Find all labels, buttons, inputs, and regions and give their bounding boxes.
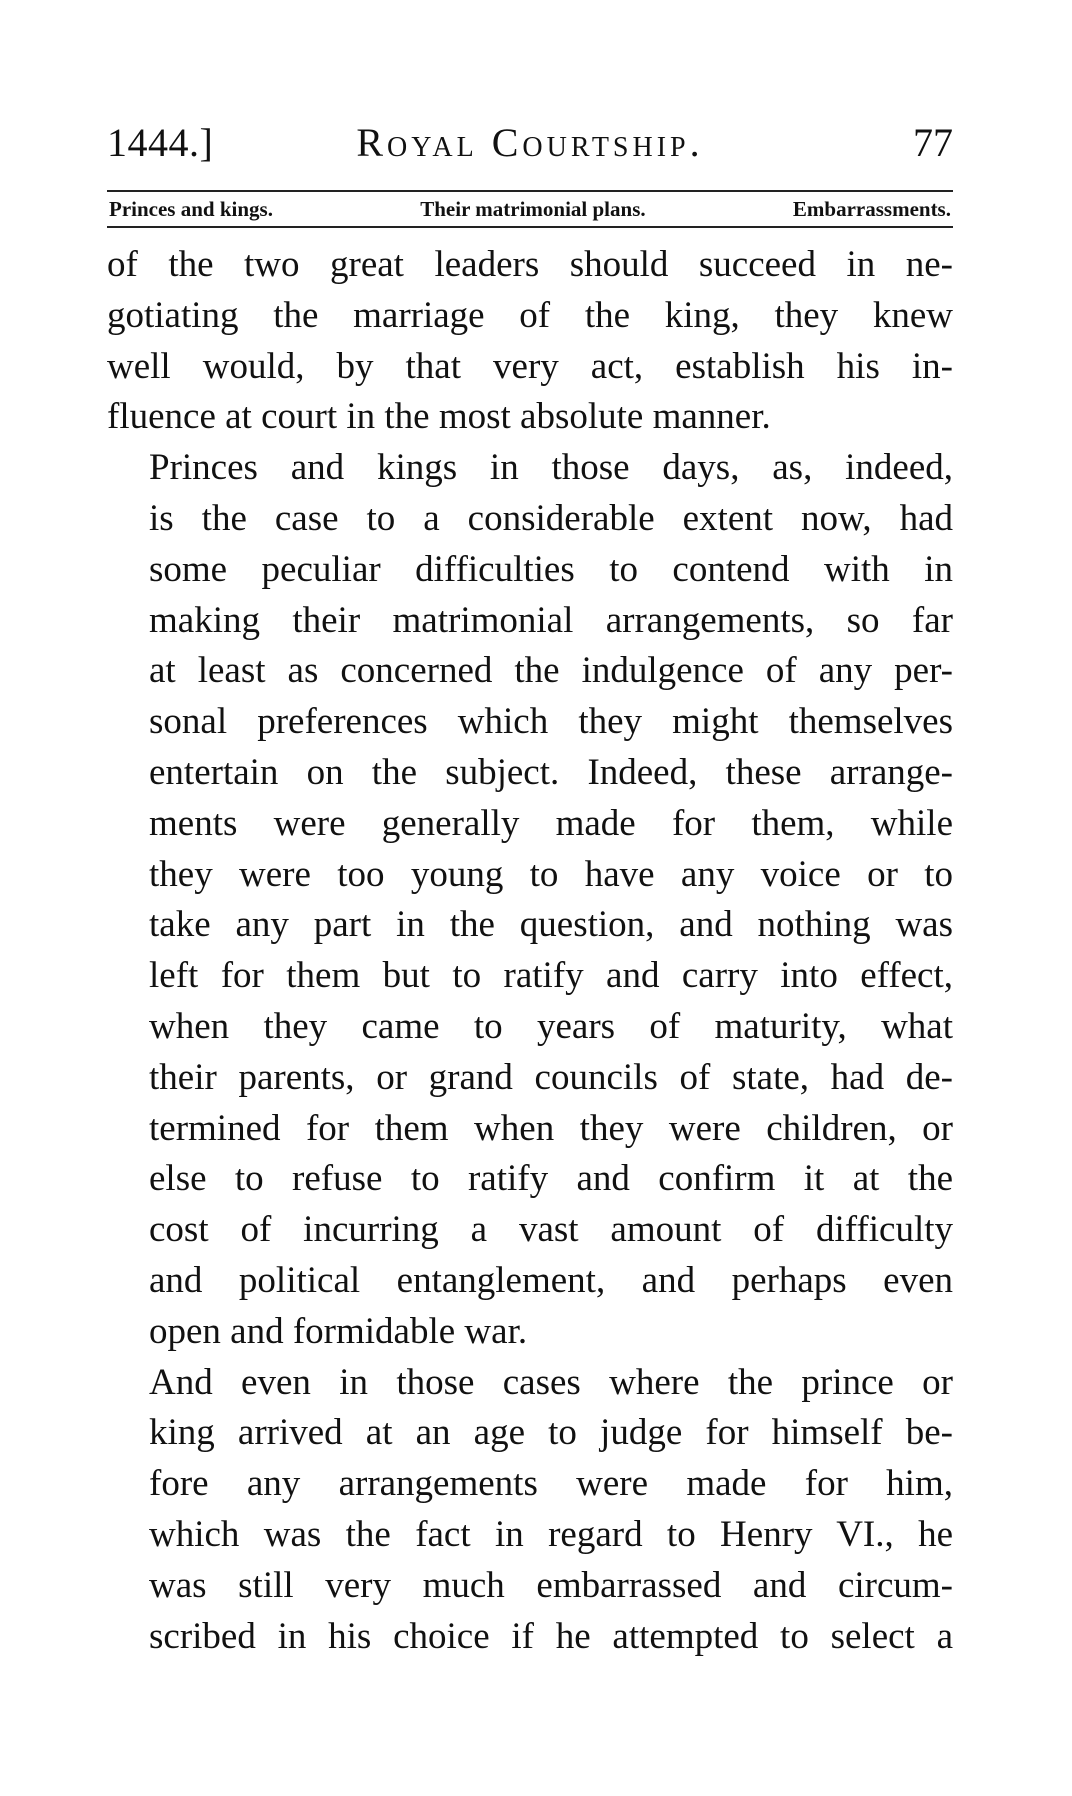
- text-line: some peculiar difficulties to contend with in: [149, 548, 953, 590]
- text-line: which was the fact in regard to Henry VI., he: [149, 1513, 953, 1555]
- text-line: when they came to years of maturity, what: [149, 1005, 953, 1047]
- text-line: sonal preferences which they might themselves: [149, 701, 953, 743]
- paragraph-2: [107, 443, 953, 1357]
- text-line: ments were generally made for them, while: [149, 802, 953, 844]
- text-line: well would, by that very act, establish his in-: [107, 345, 953, 387]
- text-line: Princes and kings in those days, as, indeed,: [149, 447, 953, 489]
- paragraph-3: [107, 1358, 953, 1663]
- header-rule-bottom: [107, 226, 953, 228]
- sidenote-princes-and-kings: Princes and kings.: [109, 197, 273, 221]
- paragraph-1: [107, 240, 953, 443]
- text-line: scribed in his choice if he attempted to select a: [149, 1615, 953, 1657]
- header-year: 1444.]: [107, 120, 214, 165]
- header-title: Royal Courtship.: [356, 120, 704, 165]
- text-line: making their matrimonial arrangements, so far: [149, 599, 953, 641]
- text-line: at least as concerned the indulgence of any per-: [149, 650, 953, 692]
- body-text: [107, 240, 953, 1662]
- text-line: of the two great leaders should succeed in ne-: [107, 244, 953, 285]
- running-head: [107, 112, 953, 174]
- text-line: cost of incurring a vast amount of difficulty: [149, 1209, 953, 1251]
- text-line: And even in those cases where the prince or: [149, 1361, 953, 1403]
- text-line: gotiating the marriage of the king, they knew: [107, 294, 953, 336]
- text-line: termined for them when they were children, or: [149, 1107, 953, 1149]
- text-line: fluence at court in the most absolute manner.: [107, 396, 771, 438]
- text-line: they were too young to have any voice or to: [149, 853, 953, 895]
- text-line: open and formidable war.: [149, 1310, 528, 1352]
- text-line: else to refuse to ratify and confirm it at the: [149, 1158, 953, 1200]
- text-line: was still very much embarrassed and circum-: [149, 1564, 953, 1606]
- book-page: [107, 112, 953, 1662]
- sidenote-bar: [107, 192, 953, 226]
- text-line: their parents, or grand councils of state, had de-: [149, 1056, 953, 1098]
- text-line: is the case to a considerable extent now, had: [149, 497, 953, 539]
- text-line: take any part in the question, and nothing was: [149, 904, 953, 946]
- page-number: 77: [913, 120, 953, 165]
- text-line: king arrived at an age to judge for himself be-: [149, 1412, 953, 1454]
- text-line: entertain on the subject. Indeed, these arrange-: [149, 751, 953, 793]
- sidenote-embarrassments: Embarrassments.: [792, 197, 951, 221]
- text-line: fore any arrangements were made for him,: [149, 1463, 953, 1505]
- sidenote-matrimonial-plans: Their matrimonial plans.: [420, 197, 646, 221]
- text-line: left for them but to ratify and carry into effect,: [149, 955, 953, 997]
- text-line: and political entanglement, and perhaps even: [149, 1259, 953, 1301]
